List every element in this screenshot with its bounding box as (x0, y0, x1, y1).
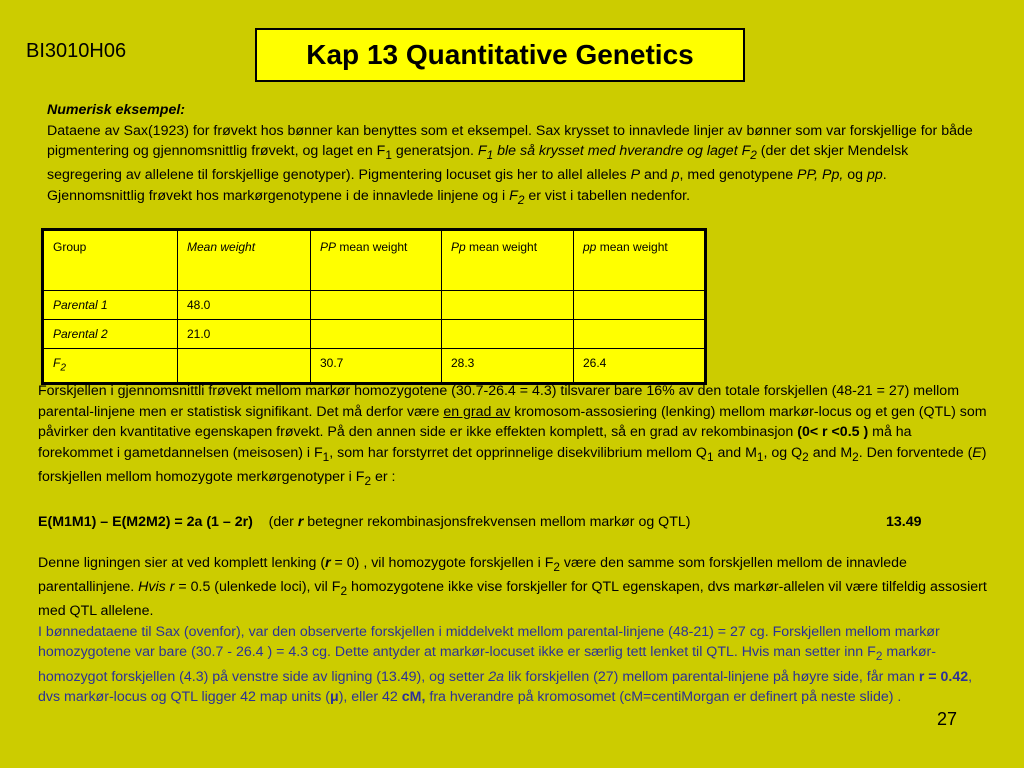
header-group: Group (43, 230, 178, 291)
subscript: 2 (364, 473, 372, 488)
header-label: Pp (451, 240, 466, 254)
text: I bønnedataene til Sax (ovenfor), var den observerte forskjellen i middelvekt mellom parental-linjene (48-21) = 27 cg. Forskjellen mellom markør homozygotene var bare (30.7 - 26.4 ) = 4.3 cg. Dette antyder at markør-locuset ikke er særlig tett lenket til QTL. Hvis man setter inn F (38, 623, 940, 661)
intro-text-part: P (630, 167, 641, 184)
table-row (43, 291, 706, 320)
subscript: 1 (706, 449, 714, 464)
intro-text-part: , med genotypene (679, 167, 798, 184)
cell-Pp (442, 291, 574, 320)
subscript: 1 (385, 147, 392, 162)
cell-PP (311, 320, 442, 349)
header-label: PP (320, 240, 337, 254)
text: , dvs markør-locus og QTL ligger 42 map units ( (38, 668, 973, 706)
header-pp-mean (574, 230, 706, 291)
text: Denne ligningen sier at ved komplett lenking ( (38, 554, 326, 571)
subscript: 2 (852, 449, 859, 464)
page-number: 27 (937, 709, 958, 729)
cell-group-label: F (53, 356, 61, 370)
header-label: mean weight (596, 240, 668, 254)
intro-text-part: generatsjon. (391, 143, 478, 159)
equation-number: 13.49 (886, 513, 922, 530)
seed-weight-table (41, 228, 707, 385)
text: Forskjellen i gjennomsnittli frøvekt mellom markør homozygotene (30.7-26.4 = 4.3) tilsvarer bare 16% av den totale forskjellen (48-21 = 27) mellom parental-linjene men er statistisk signifikant. Det må derfor være (38, 383, 960, 420)
paragraph-3 (38, 622, 988, 708)
cell-mean: 48.0 (178, 291, 311, 320)
text: , og Q (763, 444, 803, 461)
header-label: pp (583, 240, 597, 254)
cell-pp: 26.4 (574, 349, 706, 384)
cell-group: Parental 2 (43, 320, 178, 349)
spacer (38, 491, 988, 512)
text: (der (268, 513, 298, 530)
underlined-text: en grad av (443, 403, 511, 420)
intro-text-part: (der det skjer Mendelsk segregering av allelene til forskjellige genotyper). Pigmentering locuset gis her to allel alleles (47, 143, 909, 184)
subscript: 2 (553, 559, 560, 574)
intro-text-part: og (843, 167, 867, 184)
paragraph-2 (38, 553, 988, 622)
text: and M (713, 444, 757, 461)
text: Hvis r (138, 578, 175, 595)
intro-text-part: F (477, 143, 487, 159)
text: r (325, 554, 331, 571)
subscript: 2 (340, 583, 348, 598)
text: = 0) , vil homozygote forskjellen i F (330, 554, 554, 571)
cell-Pp: 28.3 (442, 349, 574, 384)
text: markør-homozygot forskjellen (4.3) på venstre side av ligning (13.49), og setter (38, 644, 936, 685)
intro-text-part: and (640, 167, 672, 184)
cell-group: Parental 1 (43, 291, 178, 320)
intro-text-part: er vist i tabellen nedenfor. (524, 187, 691, 204)
text: lik forskjellen (27) mellom parental-linjene på høyre side, får man (504, 668, 919, 685)
text: kromosom-assosiering (lenking) mellom markør-locus og et gen (QTL) som påvirker den kvantitative egenskapen frøvekt. På den annen side er ikke effekten komplett, så en grad av rekombinasjon (38, 403, 987, 440)
text: homozygotene ikke vise forskjeller for QTL egenskapen, dvs markør-allelen vil være tilfeldig assosiert med QTL allelene. (38, 578, 987, 620)
subscript: 1 (756, 449, 764, 464)
spacer (38, 532, 988, 553)
cell-PP: 30.7 (311, 349, 442, 384)
header-label: mean weight (465, 240, 538, 254)
text: , som har forstyrret det opprinnelige disekvilibrium mellom Q (329, 444, 707, 461)
intro-heading: Numerisk eksempel: (47, 102, 186, 118)
table-row (43, 320, 706, 349)
intro-text (47, 100, 977, 210)
text: . Den forventede ( (858, 444, 973, 461)
cell-group (43, 349, 178, 384)
text: ) forskjellen mellom homozygote merkørgenotyper i F (38, 444, 987, 485)
text: fra hverandre på kromosomet (cM=centiMorgan er definert på neste slide) . (425, 689, 902, 706)
intro-text-part: ble så krysset med hverandre og laget F (493, 143, 751, 159)
subscript: 2 (750, 147, 757, 162)
bold-text: r = 0.42 (918, 668, 969, 685)
text: r (297, 513, 304, 530)
text: betegner rekombinasjonsfrekvensen mellom markør og QTL) (303, 513, 691, 530)
table-row (43, 349, 706, 384)
intro-text-part: . Gjennomsnittlig frøvekt hos markørgenotypene i de innavlede linjene og i (47, 167, 887, 204)
header-Pp-mean (442, 230, 574, 291)
text: 2a (488, 668, 505, 685)
intro-text-part: pp (867, 167, 883, 184)
intro-text-part: Dataene av Sax(1923) for frøvekt hos bønner kan benyttes som et eksempel. Sax krysset to innavlede linjer av bønner som var forskjellige for både pigmentering og gjennomsnittlig frøvekt, og laget en F (47, 122, 973, 159)
table-header-row (43, 230, 706, 291)
cell-mean (178, 349, 311, 384)
formula-13-49 (38, 512, 988, 533)
slide-title: Kap 13 Quantitative Genetics (255, 28, 745, 82)
text: må ha forekommet i gametdannelsen (meisosen) i F (38, 424, 912, 461)
body-text (38, 381, 988, 708)
paragraph-1 (38, 381, 988, 491)
text: E (972, 444, 982, 461)
header-label: mean weight (336, 240, 408, 254)
subscript: 2 (802, 449, 809, 464)
cell-PP (311, 291, 442, 320)
header-PP-mean (311, 230, 442, 291)
subscript: 2 (60, 362, 66, 374)
cell-pp (574, 291, 706, 320)
intro-text-part: p (671, 167, 680, 184)
text: and M (808, 444, 853, 461)
bold-text: cM, (401, 689, 426, 706)
text: ), eller 42 (338, 689, 402, 706)
formula-expression: E(M1M1) – E(M2M2) = 2a (1 – 2r) (38, 513, 253, 530)
intro-text-part: F (509, 187, 518, 204)
cell-mean: 21.0 (178, 320, 311, 349)
cell-Pp (442, 320, 574, 349)
subscript: 2 (517, 192, 525, 207)
header-mean-weight: Mean weight (178, 230, 311, 291)
subscript: 1 (322, 449, 330, 464)
bold-text: (0< r <0.5 ) (797, 424, 869, 440)
text: = 0.5 (ulenkede loci), vil F (174, 578, 341, 595)
text: være den samme som forskjellen mellom de innavlede parentallinjene. (38, 554, 907, 595)
text: er : (371, 468, 396, 485)
course-code: BI3010H06 (26, 40, 127, 62)
subscript: 1 (486, 147, 494, 162)
cell-pp (574, 320, 706, 349)
intro-text-part: PP, Pp, (797, 167, 844, 184)
bold-text: μ (330, 689, 339, 706)
subscript: 2 (875, 649, 883, 664)
